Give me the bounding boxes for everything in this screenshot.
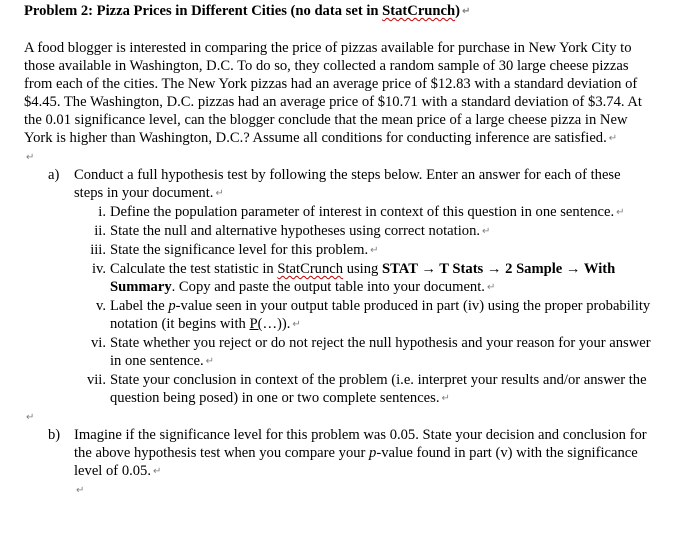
problem-intro-text: A food blogger is interested in comparing the price of pizzas available for purchase in New York City to those available in Washington, D.C. To do so, they collected a random sample of 30 large cheese pizzas from each of the cities. The New York pizzas had an average price of $12.83 with a standard deviation of $4.45. The Washington, D.C. pizzas had an average price of $10.71 with a standard deviation of $3.74. At the 0.01 significance level, can the blogger conclude that the mean price of a large cheese pizza in New York is higher than Washington, D.C.? Assume all conditions for conducting inference are satisfied.	[24, 40, 642, 146]
step-text: State the significance level for this problem.	[110, 242, 369, 258]
paragraph-mark: ↵	[205, 356, 214, 367]
step-text-post: …)).	[262, 316, 291, 332]
menu-path: STAT → T Stats → 2 Sample → With Summary	[110, 261, 616, 295]
part-b-text-pre: Imagine if the significance level for this problem was 0.05. State your decision and conclusion for the above hypothesis test when you compare your	[74, 427, 647, 461]
empty-paragraph	[24, 481, 664, 499]
step-number: ii.	[94, 223, 106, 239]
part-a	[24, 166, 652, 203]
empty-paragraph	[24, 408, 664, 426]
part-b	[24, 426, 652, 481]
step-item	[24, 222, 652, 241]
step-text: Define the population parameter of interest in context of this question in one sentence.	[110, 204, 615, 220]
paragraph-mark: ↵	[462, 6, 471, 17]
step-text: State whether you reject or do not reject the null hypothesis and your reason for your answer in one sentence.	[110, 335, 651, 369]
part-a-letter: a)	[48, 167, 60, 183]
paragraph-mark: ↵	[441, 393, 450, 404]
step-text-pre: Label the	[110, 298, 169, 314]
step-text-post: . Copy and paste the output table into your document.	[171, 279, 485, 295]
step-item	[24, 241, 652, 260]
paragraph-mark: ↵	[370, 245, 379, 256]
paragraph-mark: ↵	[616, 207, 625, 218]
part-b-letter: b)	[48, 427, 61, 443]
paragraph-mark: ↵	[608, 133, 618, 144]
paragraph-mark: ↵	[153, 466, 162, 477]
empty-paragraph	[24, 148, 664, 166]
step-text: State your conclusion in context of the problem (i.e. interpret your results and/or answer the question being posed) in one or two complete sentences.	[110, 372, 647, 406]
statcrunch-brand: StatCrunch	[277, 261, 344, 277]
paragraph-mark: ↵	[76, 485, 85, 496]
step-item	[24, 334, 652, 371]
step-item	[24, 371, 652, 408]
paragraph-mark: ↵	[215, 188, 224, 199]
step-item	[24, 260, 652, 297]
step-number: iii.	[90, 242, 106, 258]
step-text: State the null and alternative hypotheses using correct notation.	[110, 223, 481, 239]
step-number: iv.	[91, 261, 106, 277]
step-text-mid: using	[343, 261, 382, 277]
step-list	[24, 203, 664, 408]
statcrunch-brand: StatCrunch	[382, 3, 456, 19]
p-variable: p	[369, 445, 377, 461]
problem-title	[24, 2, 664, 21]
step-number: v.	[96, 298, 106, 314]
problem-intro	[24, 39, 650, 148]
step-number: vii.	[86, 372, 106, 388]
paragraph-mark: ↵	[482, 226, 491, 237]
paragraph-mark: ↵	[486, 282, 496, 293]
step-item	[24, 297, 652, 334]
part-b-text-post: -value found in part (v) with the significance level of 0.05.	[74, 445, 638, 479]
p-notation: P(	[249, 316, 263, 332]
document-page	[24, 2, 664, 499]
step-number: i.	[98, 204, 106, 220]
step-number: vi.	[91, 335, 106, 351]
paragraph-mark: ↵	[26, 412, 35, 423]
p-variable: p	[168, 298, 176, 314]
problem-title-text: Problem 2: Pizza Prices in Different Cities (no data set in	[24, 3, 383, 19]
paragraph-mark: ↵	[26, 152, 35, 163]
paragraph-mark: ↵	[292, 319, 301, 330]
step-text-mid: -value seen in your output table produced in part (iv) using the proper probability notation (it begins with	[110, 298, 651, 332]
part-a-text: Conduct a full hypothesis test by following the steps below. Enter an answer for each of these steps in your document.	[74, 167, 621, 201]
step-text-pre: Calculate the test statistic in	[110, 261, 278, 277]
problem-title-end: )	[455, 3, 461, 19]
step-item	[24, 203, 652, 222]
